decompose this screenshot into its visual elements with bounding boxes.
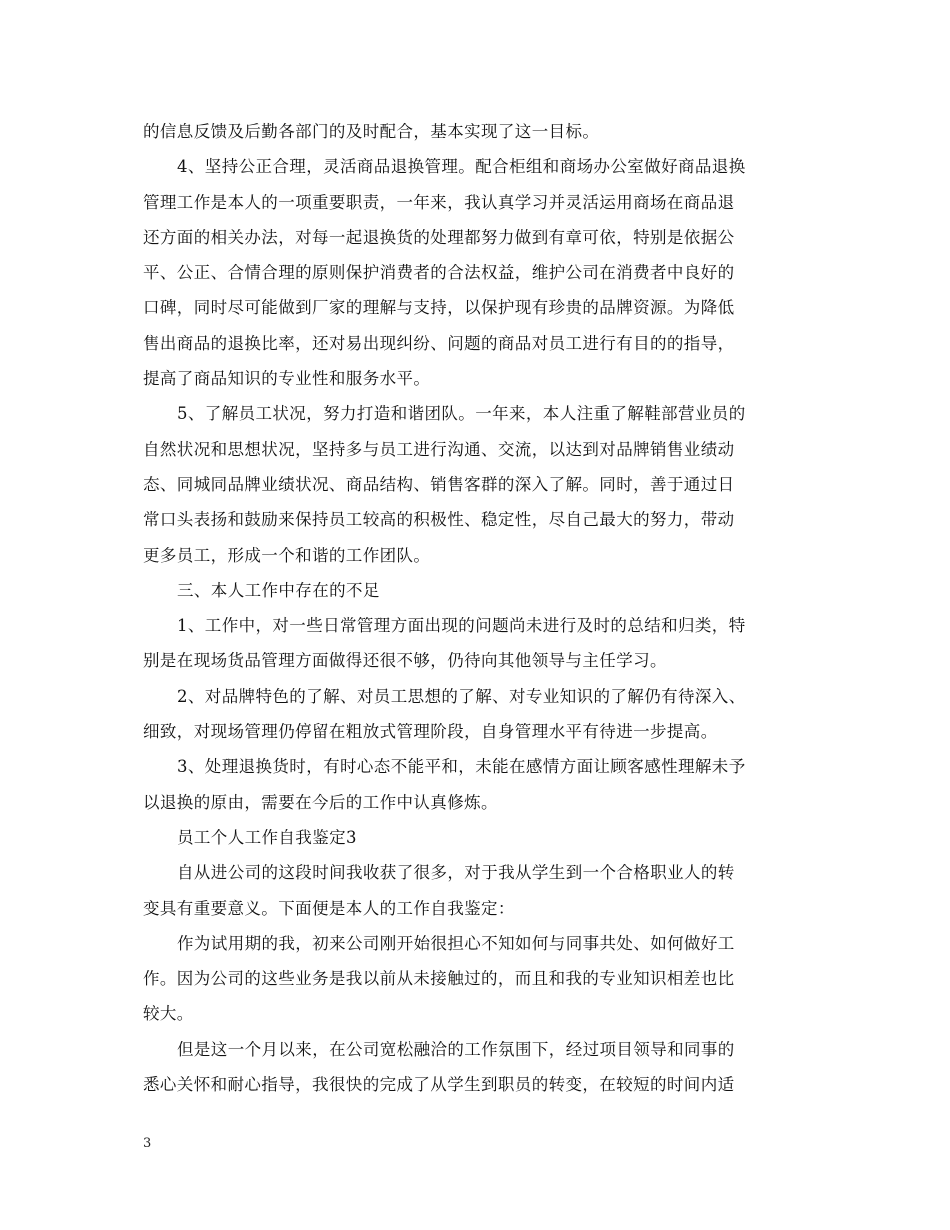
text-line: 管理工作是本人的一项重要职责，一年来，我认真学习并灵活运用商场在商品退	[143, 192, 735, 212]
text-line: 的信息反馈及后勤各部门的及时配合，基本实现了这一目标。	[143, 122, 600, 141]
text-line: 别是在现场货品管理方面做得还很不够，仍待向其他领导与主任学习。	[143, 651, 667, 671]
text-line: 常口头表扬和鼓励来保持员工较高的积极性、稳定性，尽自己最大的努力，带动	[143, 510, 735, 530]
text-line: 还方面的相关办法，对每一起退换货的处理都努力做到有章可依，特别是依据公	[143, 227, 735, 247]
text-line: 4、坚持公正合理，灵活商品退换管理。配合柜组和商场办公室做好商品退换	[177, 157, 746, 177]
text-line: 三、本人工作中存在的不足	[177, 580, 380, 600]
document-body	[143, 114, 809, 1102]
text-line: 以退换的原由，需要在今后的工作中认真修炼。	[143, 792, 498, 812]
text-line: 员工个人工作自我鉴定3	[177, 827, 357, 847]
text-line: 1、工作中，对一些日常管理方面出现的问题尚未进行及时的总结和归类，特	[177, 616, 746, 636]
text-line: 3、处理退换货时，有时心态不能平和，未能在感情方面让顾客感性理解未予	[177, 757, 746, 777]
text-line: 较大。	[143, 1004, 194, 1024]
text-line: 悉心关怀和耐心指导，我很快的完成了从学生到职员的转变，在较短的时间内适	[143, 1075, 735, 1095]
text-line: 自然状况和思想状况，坚持多与员工进行沟通、交流，以达到对品牌销售业绩动	[143, 439, 735, 459]
text-line: 变具有重要意义。下面便是本人的工作自我鉴定：	[143, 898, 515, 918]
text-line: 提高了商品知识的专业性和服务水平。	[143, 369, 431, 389]
text-line: 态、同城同品牌业绩状况、商品结构、销售客群的深入了解。同时，善于通过日	[143, 474, 735, 494]
text-line: 更多员工，形成一个和谐的工作团队。	[143, 545, 431, 565]
text-line: 自从进公司的这段时间我收获了很多，对于我从学生到一个合格职业人的转	[177, 863, 735, 883]
text-line: 作。因为公司的这些业务是我以前从未接触过的，而且和我的专业知识相差也比	[143, 969, 735, 989]
text-line: 但是这一个月以来，在公司宽松融洽的工作氛围下，经过项目领导和同事的	[177, 1039, 735, 1059]
text-line: 售出商品的退换比率，还对易出现纠纷、问题的商品对员工进行有目的的指导，	[143, 333, 735, 353]
text-line: 2、对品牌特色的了解、对员工思想的了解、对专业知识的了解仍有待深入、	[177, 686, 746, 706]
text-line: 作为试用期的我，初来公司刚开始很担心不知如何与同事共处、如何做好工	[177, 933, 735, 953]
text-line: 细致，对现场管理仍停留在粗放式管理阶段，自身管理水平有待进一步提高。	[143, 722, 718, 742]
page-number: 3	[143, 1136, 152, 1151]
text-line: 口碑，同时尽可能做到厂家的理解与支持，以保护现有珍贵的品牌资源。为降低	[143, 298, 735, 318]
text-line: 5、了解员工状况，努力打造和谐团队。一年来，本人注重了解鞋部营业员的	[177, 404, 746, 424]
text-line: 平、公正、合情合理的原则保护消费者的合法权益，维护公司在消费者中良好的	[143, 263, 735, 283]
